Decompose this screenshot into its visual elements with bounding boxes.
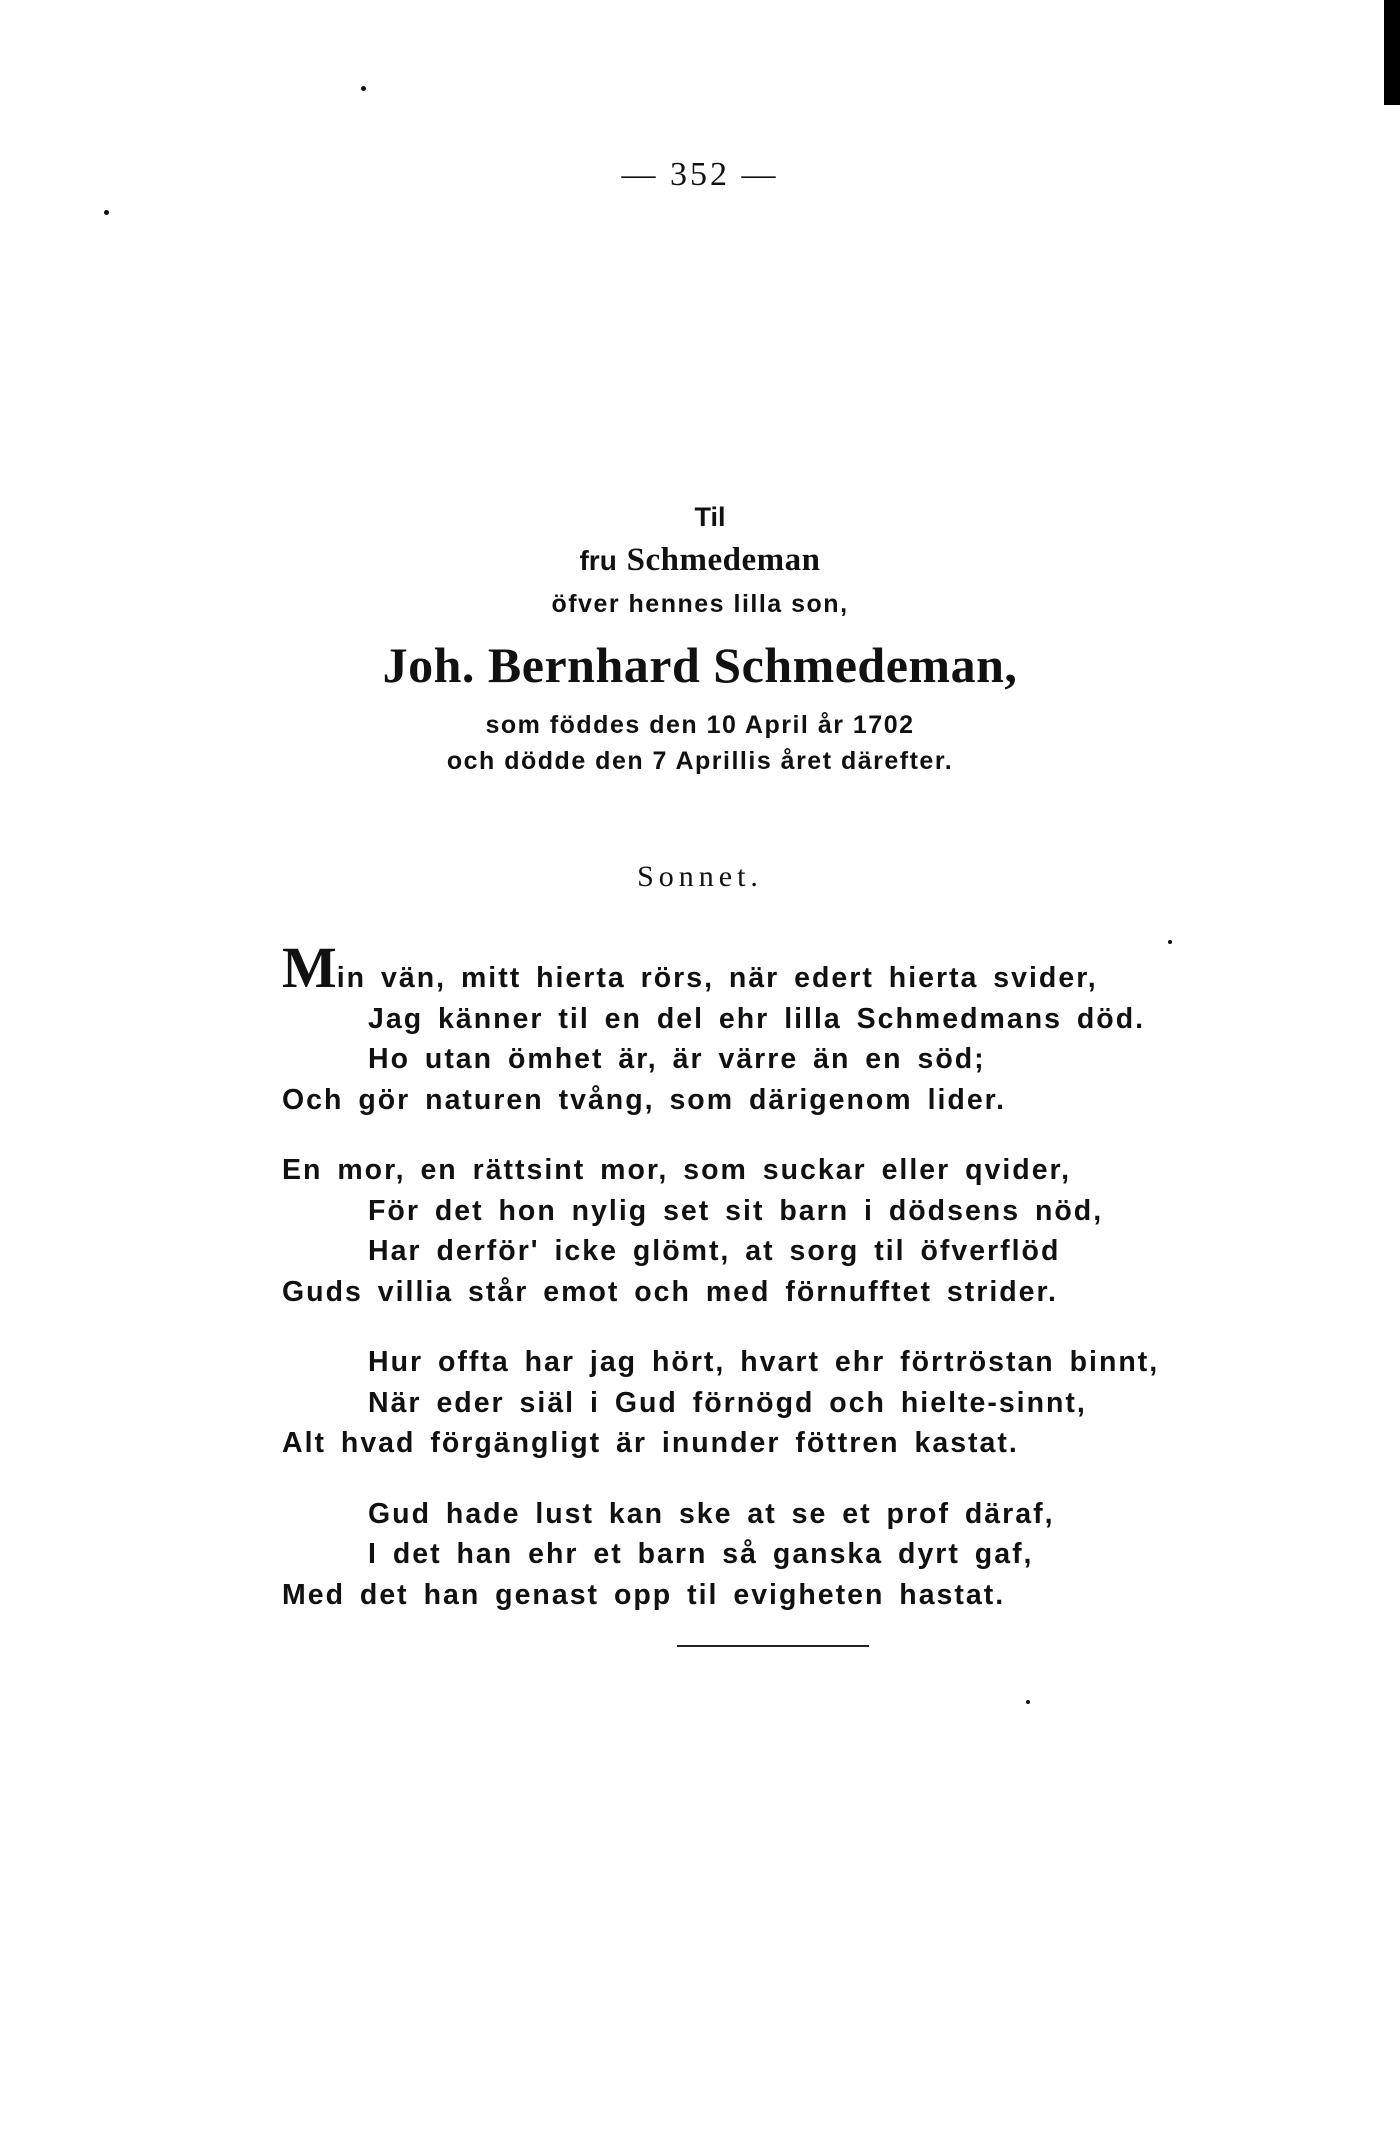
end-rule: [677, 1645, 869, 1647]
poem-line: Alt hvad förgängligt är inunder föttren kastat.: [282, 1427, 1019, 1459]
poem-line: En mor, en rättsint mor, som suckar eller qvider,: [282, 1154, 1071, 1186]
heading-recipient: [0, 540, 1400, 581]
heading-death-line: och dödde den 7 Aprillis året därefter.: [446, 747, 954, 775]
poem-line: Guds villia står emot och med förnufftet strider.: [282, 1275, 1058, 1308]
heading-child-name: Joh. Bernhard Schmedeman,: [382, 637, 1018, 693]
scan-speck: [104, 210, 109, 215]
poem-line: Jag känner til en del ehr lilla Schmedmans död.: [368, 1002, 1146, 1035]
scan-edge-mark: [1384, 0, 1400, 105]
poem-line: Gud hade lust kan ske at se et prof däraf,: [368, 1497, 1055, 1530]
poem-line: [282, 935, 1342, 1000]
heading-til: Til: [694, 502, 726, 532]
heading-fru-word: fru: [579, 545, 617, 576]
heading-birth-line: som föddes den 10 April år 1702: [485, 711, 915, 739]
scan-speck: [1026, 1700, 1030, 1704]
page-number: — 352 —: [621, 156, 779, 193]
poem-line: Hur offta har jag hört, hvart ehr förtröstan binnt,: [368, 1346, 1160, 1378]
drop-cap: M: [282, 935, 337, 1000]
poem-line: För det hon nylig set sit barn i dödsens nöd,: [368, 1194, 1104, 1227]
poem-line: Och gör naturen tvång, som därigenom lider.: [282, 1083, 1007, 1116]
sonnet-body: [282, 935, 1342, 1645]
heading-fru-name: Schmedeman: [626, 542, 821, 578]
stanza-2: [282, 1150, 1342, 1312]
sonnet-title: Sonnet.: [637, 860, 763, 893]
stanza-4: [282, 1494, 1342, 1616]
poem-line: När eder siäl i Gud förnögd och hielte-sinnt,: [368, 1386, 1087, 1419]
scan-speck: [1168, 940, 1172, 944]
poem-line: Ho utan ömhet är, är värre än en söd;: [368, 1043, 986, 1075]
scan-speck: [361, 86, 366, 91]
poem-line-text: in vän, mitt hierta rörs, när edert hierta svider,: [336, 962, 1098, 994]
stanza-3: [282, 1342, 1342, 1464]
poem-line: Med det han genast opp til evigheten hastat.: [282, 1578, 1006, 1611]
poem-line: Har derför' icke glömt, at sorg til öfverflöd: [368, 1235, 1061, 1267]
heading-ofver-line: öfver hennes lilla son,: [551, 590, 849, 618]
dedication-heading: [0, 500, 1400, 779]
poem-line: I det han ehr et barn så ganska dyrt gaf,: [368, 1538, 1034, 1570]
stanza-1: [282, 935, 1342, 1120]
